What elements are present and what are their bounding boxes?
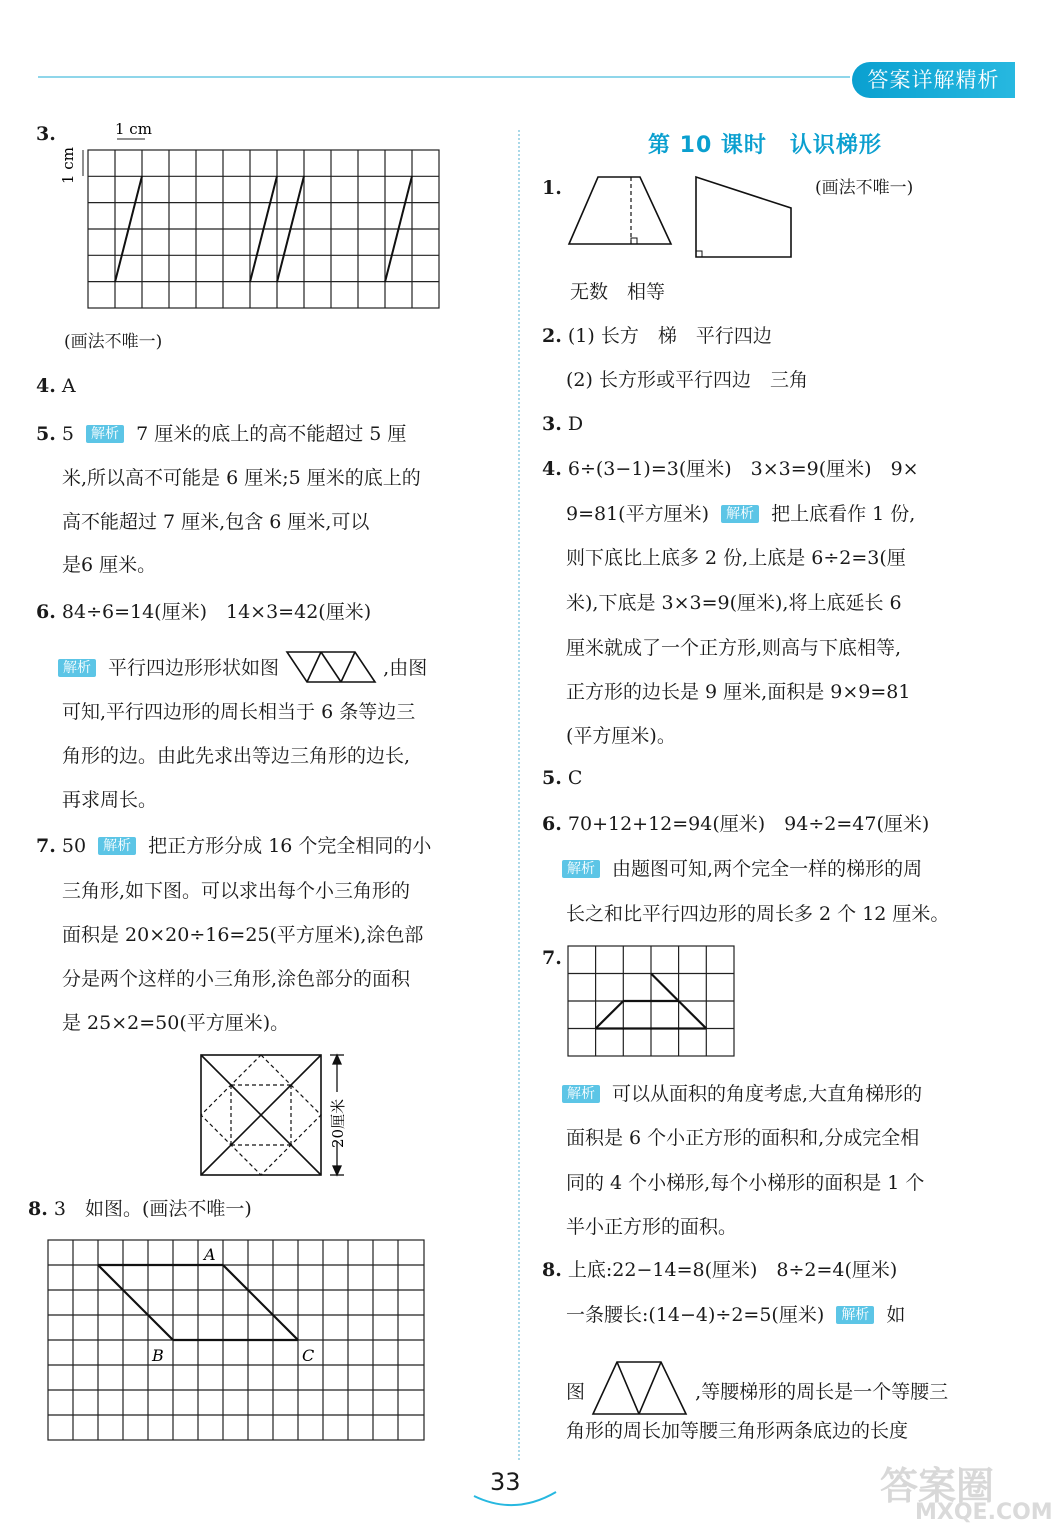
r-q2-line-1 [542,324,772,348]
r-q8-text-2a: 一条腰长:(14−4)÷2=5(厘米) [566,1304,825,1326]
q7-text-1: 把正方形分成 16 个完全相同的小 [148,835,432,857]
q7-answer: 50 [61,835,87,857]
r-q2-part-1: (1) 长方 梯 平行四边 [567,325,772,347]
q6-analysis-tag: 解析 [58,659,96,677]
q6-text-3: 角形的边。由此先求出等边三角形的边长, [62,745,411,767]
r-q8-line-1 [542,1258,897,1282]
r-q8-text-3a: 图 [566,1381,586,1403]
q7-text-2: 三角形,如下图。可以求出每个小三角形的 [62,880,411,902]
r-q8-text-3b: ,等腰梯形的周长是一个等腰三 [695,1381,949,1403]
r-q4-text-2b: 把上底看作 1 份, [771,503,916,525]
r-q3-line [542,412,583,436]
q6-text-1a: 平行四边形形状如图 [108,657,280,679]
r-q8-line-2 [566,1303,905,1327]
r-q7-grid-figure [566,944,738,1060]
q5-line-1 [36,422,406,446]
q8-text: 3 如图。(画法不唯一) [53,1198,252,1220]
q3-number: 3. [36,123,56,145]
r-q1-note: (画法不唯一) [815,178,914,198]
watermark-url: MXQE.COM [915,1500,1053,1525]
q7-analysis-tag: 解析 [98,837,136,855]
q6-text-4: 再求周长。 [62,789,158,811]
r-q7-analysis-tag: 解析 [562,1085,600,1103]
r-q4-number: 4. [542,458,562,480]
q8-number: 8. [28,1198,48,1220]
r-q4-text-2a: 9=81(平方厘米) [566,503,710,525]
q7-text-5: 是 25×2=50(平方厘米)。 [62,1012,290,1034]
lesson-title: 第 10 课时 认识梯形 [648,133,882,158]
q8-label-c: C [302,1346,315,1365]
r-q7-text-4: 半小正方形的面积。 [566,1216,738,1238]
q5-text-3: 高不能超过 7 厘米,包含 6 厘米,可以 [62,511,370,533]
q8-line-1 [28,1197,252,1221]
q6-line-1 [36,600,371,624]
header-badge: 答案详解精析 [852,62,1015,98]
r-q6-text-2: 由题图可知,两个完全一样的梯形的周 [612,858,923,880]
r-q7-text-1: 可以从面积的角度考虑,大直角梯形的 [612,1083,923,1105]
page-number-arc [470,1488,560,1510]
q3-unit-horizontal: 1 cm [115,120,152,138]
r-q8-number: 8. [542,1259,562,1281]
q4-line [36,374,76,398]
r-q6-number: 6. [542,813,562,835]
r-q1-trapezoid-figures [566,172,796,262]
column-divider [518,130,520,1460]
q5-answer: 5 [61,423,74,445]
q7-text-4: 分是两个这样的小三角形,涂色部分的面积 [62,968,411,990]
r-q4-line-1 [542,457,919,481]
q8-label-a: A [204,1245,216,1264]
q5-analysis-tag: 解析 [86,425,124,443]
q6-text-2: 可知,平行四边形的周长相当于 6 条等边三 [62,701,416,723]
q3-grid-figure [55,114,475,314]
r-q4-analysis-tag: 解析 [721,505,759,523]
q7-square-figure [198,1050,388,1180]
r-q5-answer: C [567,767,583,789]
r-q6-text-1: 70+12+12=94(厘米) 94÷2=47(厘米) [567,813,930,835]
r-q4-line-2 [566,502,915,526]
q7-line-1 [36,834,431,858]
r-q6-analysis-tag: 解析 [562,860,600,878]
q4-answer: A [61,375,76,397]
q6-line-2 [58,650,427,684]
r-q5-line [542,766,582,790]
q6-answer: 84÷6=14(厘米) 14×3=42(厘米) [61,601,372,623]
q7-text-3: 面积是 20×20÷16=25(平方厘米),涂色部 [62,924,424,946]
q8-grid-figure [46,1238,456,1448]
r-q7-line-1 [562,1082,922,1106]
q6-number: 6. [36,601,56,623]
r-q8-analysis-tag: 解析 [836,1306,874,1324]
q4-number: 4. [36,375,56,397]
r-q2-number: 2. [542,325,562,347]
header-rule [38,76,850,78]
r-q4-text-7: (平方厘米)。 [566,725,676,747]
q5-text-2: 米,所以高不可能是 6 厘米;5 厘米的底上的 [62,467,421,489]
r-q6-line-2 [562,857,922,881]
r-q4-text-1: 6÷(3−1)=3(厘米) 3×3=9(厘米) 9× [567,458,919,480]
r-q6-line-1 [542,812,929,836]
r-q5-number: 5. [542,767,562,789]
q7-number: 7. [36,835,56,857]
r-q4-text-3: 则下底比上底多 2 份,上底是 6÷2=3(厘 [566,547,906,569]
r-q3-answer: D [567,413,584,435]
r-q7-text-3: 同的 4 个小梯形,每个小梯形的面积是 1 个 [566,1172,925,1194]
q3-unit-vertical: 1 cm [59,147,77,184]
q6-text-1b: ,由图 [383,657,428,679]
q8-label-b: B [152,1346,164,1365]
r-q4-text-4: 米),下底是 3×3=9(厘米),将上底延长 6 [566,592,902,614]
r-q6-text-3: 长之和比平行四边形的周长多 2 个 12 厘米。 [566,903,950,925]
r-q8-text-4: 角形的周长加等腰三角形两条底边的长度 [566,1420,909,1442]
r-q4-text-5: 厘米就成了一个正方形,则高与下底相等, [566,637,902,659]
r-q3-number: 3. [542,413,562,435]
q7-dimension-label: 20厘米 [329,1098,347,1148]
r-q8-line-3 [566,1360,948,1416]
r-q2-part-2: (2) 长方形或平行四边 三角 [566,369,808,391]
r-q1-number: 1. [542,177,562,199]
q5-number: 5. [36,423,56,445]
q3-note: (画法不唯一) [64,332,163,352]
q5-text-4: 是6 厘米。 [62,554,157,576]
r-q7-number: 7. [542,947,562,969]
page-number: 33 [490,1468,521,1496]
r-q8-text-1: 上底:22−14=8(厘米) 8÷2=4(厘米) [567,1259,898,1281]
watermark-logo: 答案圈 [880,1464,995,1508]
r-q8-trapezoid-figure [591,1360,689,1416]
r-q7-text-2: 面积是 6 个小正方形的面积和,分成完全相 [566,1127,920,1149]
r-q4-text-6: 正方形的边长是 9 厘米,面积是 9×9=81 [566,681,911,703]
q6-parallelogram-figure [285,650,377,684]
r-q1-answer: 无数 相等 [570,281,666,303]
r-q8-text-2b: 如 [886,1304,906,1326]
q5-text-1: 7 厘米的底上的高不能超过 5 厘 [136,423,407,445]
